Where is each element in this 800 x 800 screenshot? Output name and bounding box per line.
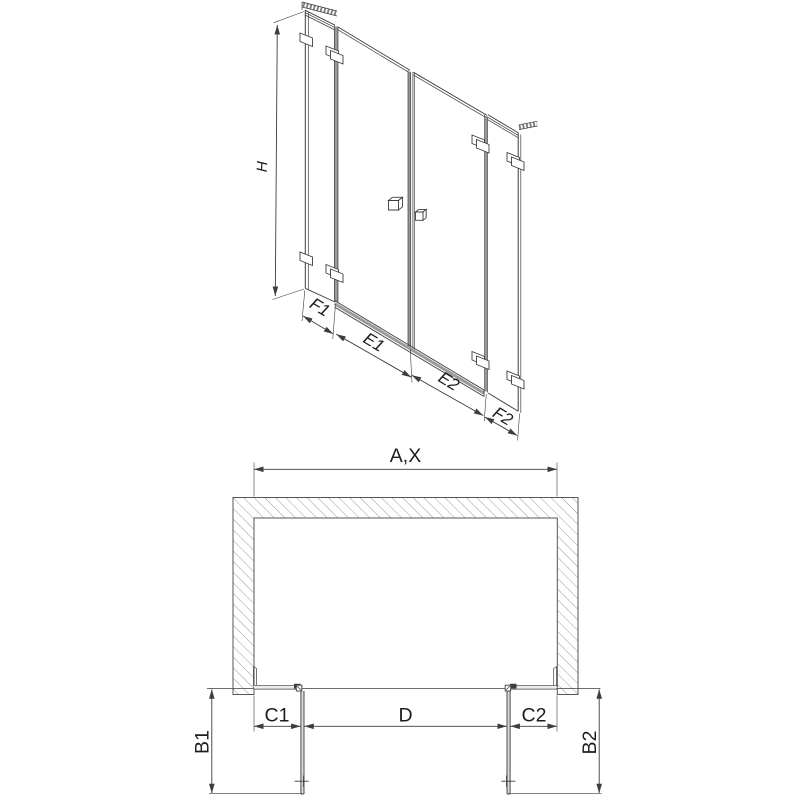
dim-label-f2: F2 bbox=[489, 403, 517, 430]
dimension-c1 bbox=[254, 696, 301, 732]
door-panel-right bbox=[413, 72, 488, 393]
dim-label-e2: E2 bbox=[435, 367, 463, 395]
hinge-clamps bbox=[300, 33, 524, 389]
dimension-e2 bbox=[412, 368, 487, 421]
walls-hatched bbox=[233, 498, 578, 695]
dim-label-h: H bbox=[253, 160, 272, 173]
fixed-panel-left-plan bbox=[254, 667, 303, 690]
dimension-f1 bbox=[302, 291, 336, 340]
plan-view bbox=[192, 445, 602, 794]
isometric-view bbox=[254, 2, 538, 441]
handle-knob-right bbox=[416, 209, 427, 220]
fixed-panel-right-plan bbox=[508, 667, 557, 690]
dim-label-b1: B1 bbox=[191, 730, 214, 754]
door-open-right-plan bbox=[501, 685, 515, 794]
dimension-h bbox=[254, 12, 304, 300]
dim-label-b2: B2 bbox=[579, 730, 601, 755]
dimension-d bbox=[304, 705, 507, 727]
dim-label-f1: F1 bbox=[306, 294, 334, 321]
dim-label-overall: A,X bbox=[389, 445, 422, 467]
dim-label-d: D bbox=[398, 704, 413, 727]
dimension-e1 bbox=[336, 329, 412, 383]
wall-bracket-right bbox=[519, 121, 538, 129]
dim-label-e1: E1 bbox=[360, 328, 388, 356]
handle-knob-left bbox=[389, 197, 403, 210]
dim-label-c2: C2 bbox=[521, 704, 547, 727]
dimension-c2 bbox=[510, 696, 557, 732]
door-open-left-plan bbox=[295, 685, 309, 794]
door-panel-left bbox=[338, 27, 411, 348]
dimension-overall-width bbox=[254, 445, 557, 497]
dim-label-c1: C1 bbox=[264, 704, 290, 727]
